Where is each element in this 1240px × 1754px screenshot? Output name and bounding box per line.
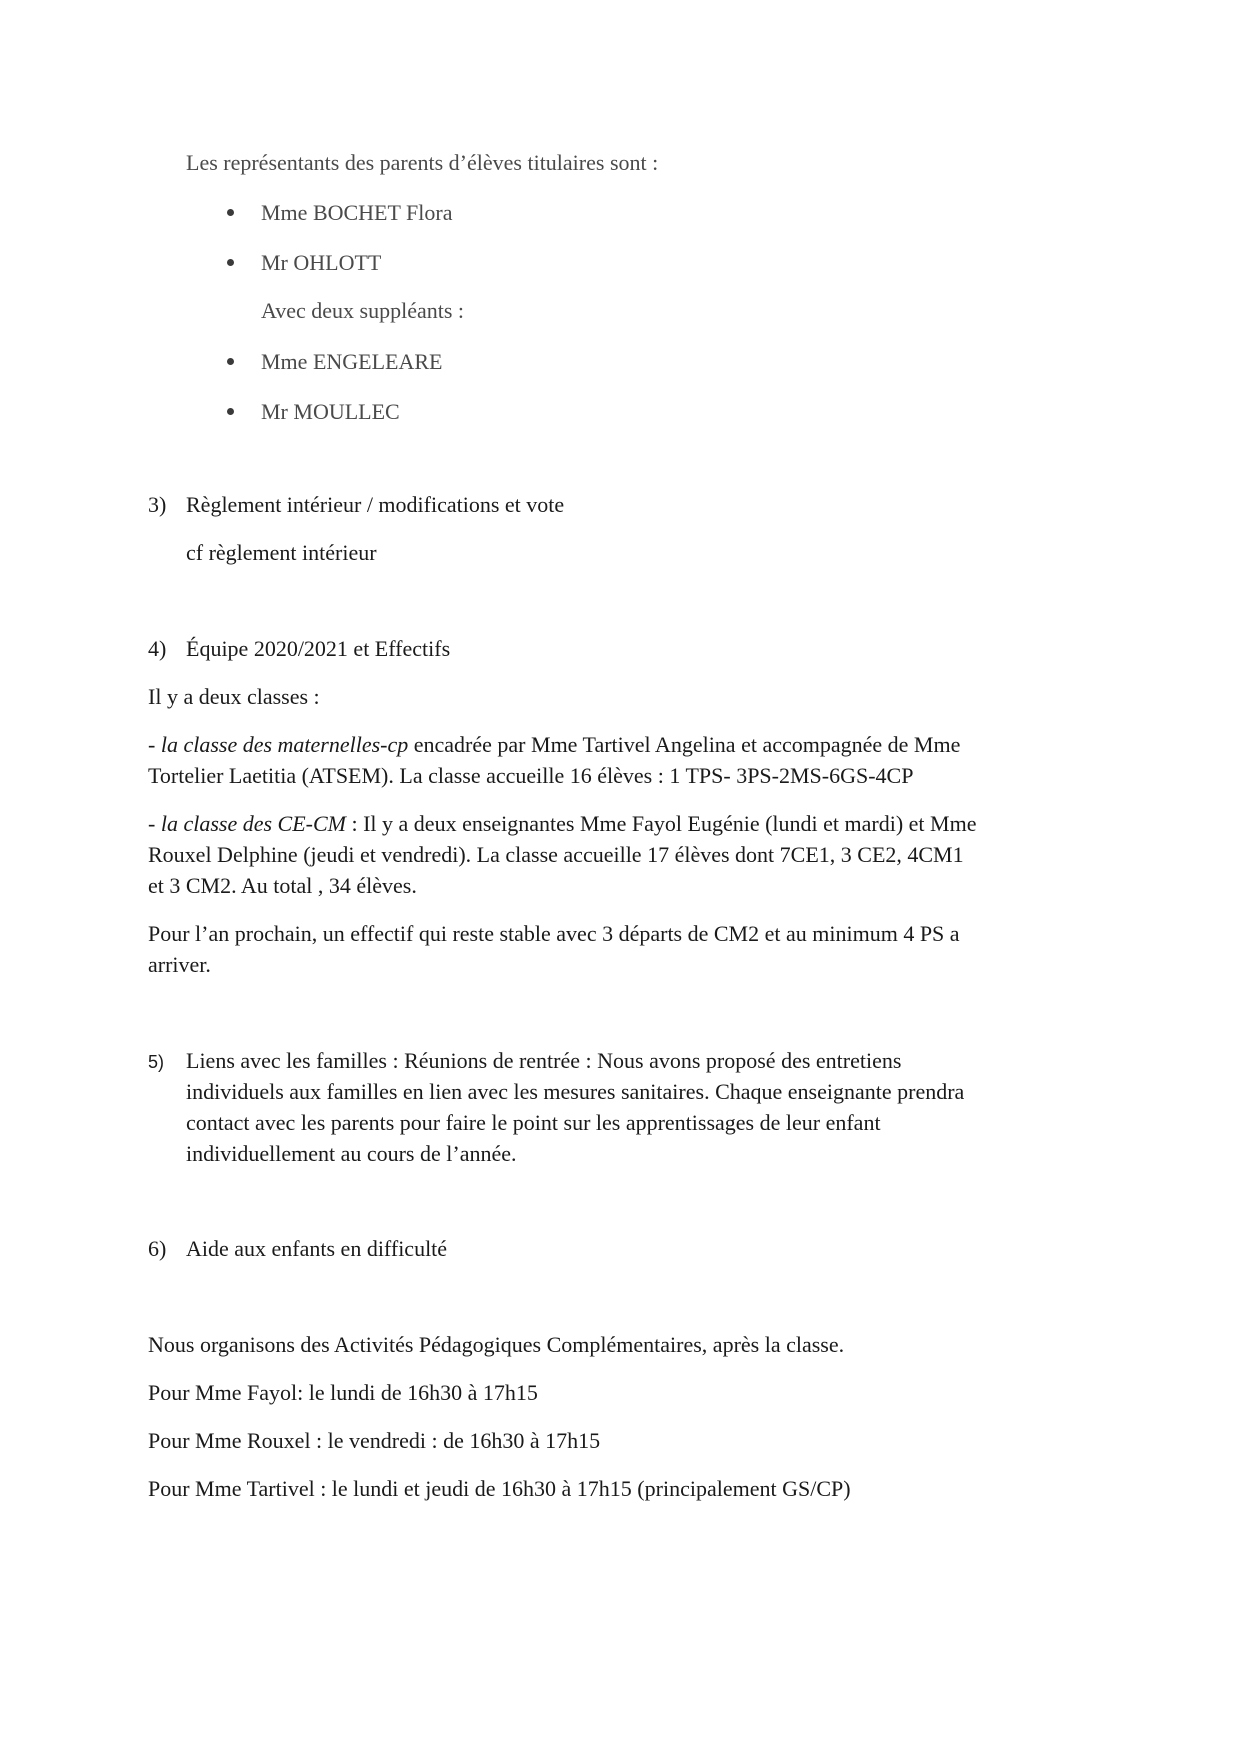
class-2-line-1 (148, 808, 977, 839)
list-item-titulaire-1: Mme BOCHET Flora (261, 200, 453, 225)
class-2-line-3: et 3 CM2. Au total , 34 élèves. (148, 873, 417, 898)
list-item-titulaire-2: Mr OHLOTT (261, 250, 382, 275)
class-2-name: la classe des CE-CM (160, 811, 346, 836)
section-4-title: Équipe 2020/2021 et Effectifs (186, 636, 451, 661)
class-1-line-1 (148, 729, 960, 760)
bullet-icon (227, 408, 234, 415)
class-2-text: : Il y a deux enseignantes Mme Fayol Eugénie (lundi et mardi) et Mme (345, 811, 977, 836)
next-year-line-1: Pour l’an prochain, un effectif qui reste stable avec 3 départs de CM2 et au minimum 4 PS a (148, 921, 960, 946)
section-3-number: 3) (148, 492, 167, 517)
section-4-number: 4) (148, 636, 167, 661)
bullet-icon (227, 209, 234, 216)
bullet-icon (227, 358, 234, 365)
schedule-item-rouxel: Pour Mme Rouxel : le vendredi : de 16h30 à 17h15 (148, 1428, 601, 1453)
section-6-title: Aide aux enfants en difficulté (186, 1236, 448, 1261)
bullet-icon (227, 259, 234, 266)
section-5-line-2: individuels aux familles en lien avec les mesures sanitaires. Chaque enseignante prendra (186, 1079, 965, 1104)
list-item-suppleant-2: Mr MOULLEC (261, 399, 400, 424)
list-item-suppleant-1: Mme ENGELEARE (261, 349, 443, 374)
section-5-line-1: Liens avec les familles : Réunions de rentrée : Nous avons proposé des entretiens (186, 1048, 902, 1073)
class-1-text: encadrée par Mme Tartivel Angelina et accompagnée de Mme (408, 732, 961, 757)
parents-intro: Les représentants des parents d’élèves titulaires sont : (186, 150, 659, 175)
section-3-title: Règlement intérieur / modifications et vote (186, 492, 565, 517)
section-3-body: cf règlement intérieur (186, 540, 377, 565)
class-1-prefix: - (148, 732, 161, 757)
next-year-line-2: arriver. (148, 952, 211, 977)
section-6-intro: Nous organisons des Activités Pédagogiques Complémentaires, après la classe. (148, 1332, 845, 1357)
class-2-line-2: Rouxel Delphine (jeudi et vendredi). La classe accueille 17 élèves dont 7CE1, 3 CE2, 4CM1 (148, 842, 964, 867)
class-2-prefix: - (148, 811, 161, 836)
class-1-line-2: Tortelier Laetitia (ATSEM). La classe accueille 16 élèves : 1 TPS- 3PS-2MS-6GS-4CP (148, 763, 914, 788)
section-4-intro: Il y a deux classes : (148, 684, 320, 709)
section-5-line-4: individuellement au cours de l’année. (186, 1141, 517, 1166)
schedule-item-fayol: Pour Mme Fayol: le lundi de 16h30 à 17h15 (148, 1380, 538, 1405)
class-1-name: la classe des maternelles-cp (160, 732, 409, 757)
section-6-number: 6) (148, 1236, 167, 1261)
section-5-line-3: contact avec les parents pour faire le point sur les apprentissages de leur enfant (186, 1110, 881, 1135)
suppleants-intro: Avec deux suppléants : (261, 298, 465, 323)
schedule-item-tartivel: Pour Mme Tartivel : le lundi et jeudi de 16h30 à 17h15 (principalement GS/CP) (148, 1476, 851, 1501)
section-5-number: 5) (148, 1052, 165, 1072)
